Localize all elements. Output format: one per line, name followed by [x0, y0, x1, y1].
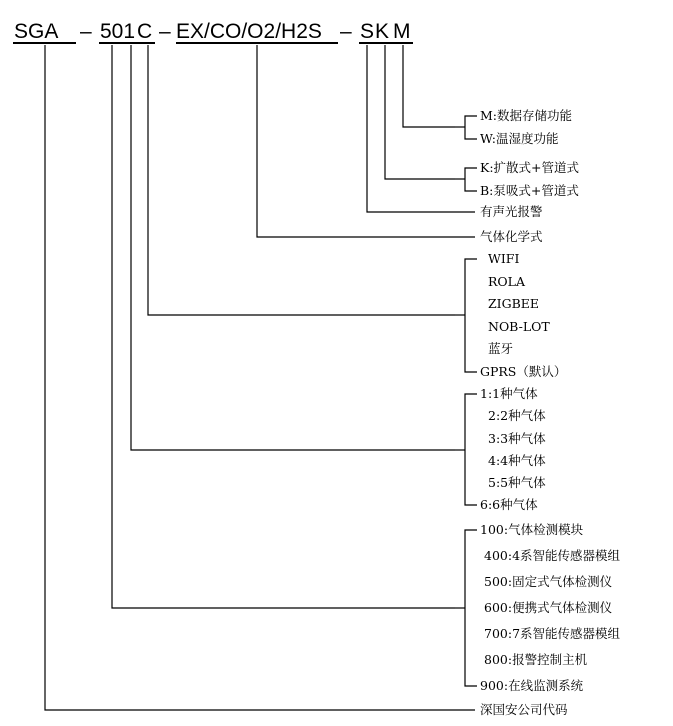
- group-comm: [480, 251, 566, 379]
- label-product-100: 100:气体检测模块: [480, 522, 584, 537]
- connector-m: [403, 45, 455, 127]
- label-product-900: 900:在线监测系统: [480, 678, 584, 693]
- code-dash-2: –: [159, 20, 171, 43]
- label-comm-wifi: WIFI: [488, 251, 520, 266]
- label-sampling-k: K:扩散式+管道式: [480, 160, 580, 175]
- code-part-501: 501: [100, 20, 136, 43]
- group-sampling: [480, 160, 579, 198]
- label-product-800: 800:报警控制主机: [484, 652, 588, 667]
- label-comm-rola: ROLA: [488, 274, 525, 289]
- bracket-comm: [465, 259, 477, 372]
- label-company: 深国安公司代码: [480, 702, 568, 717]
- bracket-product: [465, 530, 477, 686]
- group-alarm: [480, 204, 543, 219]
- model-code: [14, 20, 411, 43]
- code-dash-1: –: [80, 20, 92, 43]
- code-part-m: M: [393, 20, 411, 43]
- connector-gas-formula: [257, 45, 475, 237]
- label-gas-formula: 气体化学式: [480, 229, 543, 244]
- label-gas-count-4: 4:4种气体: [488, 453, 546, 468]
- bracket-gas-count: [465, 394, 477, 505]
- connector-product: [112, 45, 455, 608]
- connector-s: [367, 45, 475, 212]
- label-gas-count-3: 3:3种气体: [488, 431, 546, 446]
- connector-gas-count: [131, 45, 455, 450]
- group-gas-formula: [480, 229, 543, 244]
- connector-company: [45, 45, 475, 710]
- label-gas-count-2: 2:2种气体: [488, 408, 546, 423]
- label-comm-bluetooth: 蓝牙: [488, 341, 514, 356]
- code-part-gas: EX/CO/O2/H2S: [176, 20, 322, 43]
- group-product: [480, 522, 621, 693]
- label-product-600: 600:便携式气体检测仪: [484, 600, 613, 615]
- group-company: [480, 702, 568, 717]
- label-product-700: 700:7系智能传感器模组: [484, 626, 621, 641]
- label-sampling-b: B:泵吸式+管道式: [480, 183, 579, 198]
- label-comm-nob-lot: NOB-LOT: [488, 319, 550, 334]
- bracket-storage: [465, 116, 477, 139]
- label-gas-count-1: 1:1种气体: [480, 386, 538, 401]
- label-comm-gprs: GPRS（默认）: [480, 364, 567, 379]
- label-alarm: 有声光报警: [480, 204, 543, 219]
- label-gas-count-5: 5:5种气体: [488, 475, 546, 490]
- label-gas-count-6: 6:6种气体: [480, 497, 538, 512]
- code-part-sga: SGA: [14, 20, 59, 43]
- group-gas-count: [480, 386, 546, 512]
- bracket-sampling: [465, 168, 477, 191]
- code-dash-3: –: [340, 20, 352, 43]
- connector-c: [148, 45, 455, 315]
- label-storage-m: M:数据存储功能: [480, 108, 573, 123]
- label-product-500: 500:固定式气体检测仪: [484, 574, 613, 589]
- code-part-k: K: [375, 20, 390, 43]
- group-storage: [480, 108, 572, 146]
- code-part-c: C: [137, 20, 153, 43]
- label-storage-w: W:温湿度功能: [480, 131, 559, 146]
- code-part-s: S: [360, 20, 375, 43]
- label-product-400: 400:4系智能传感器模组: [484, 548, 621, 563]
- label-comm-zigbee: ZIGBEE: [488, 296, 540, 311]
- connector-lines: [45, 45, 477, 710]
- connector-k: [385, 45, 455, 179]
